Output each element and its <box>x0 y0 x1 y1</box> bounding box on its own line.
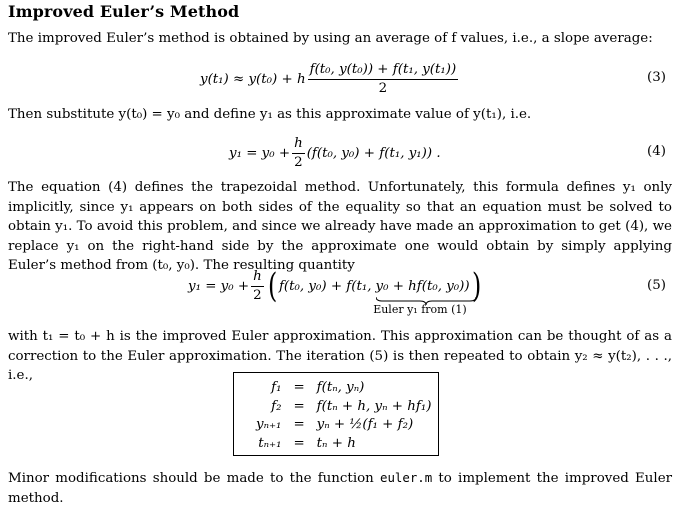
algorithm-rel: = <box>293 398 305 414</box>
trapezoidal-paragraph <box>8 178 672 276</box>
eq5-frac-den: 2 <box>253 288 262 303</box>
eq5-underbraced-term: y₀ + hf(t₀, y₀) <box>375 278 465 294</box>
algorithm-row <box>252 435 435 454</box>
eq5-brace-label: Euler y₁ from (1) <box>373 302 467 316</box>
eq3-number: (3) <box>647 70 666 85</box>
eq4-number: (4) <box>647 144 666 159</box>
algorithm-row <box>252 416 435 435</box>
algorithm-rel: = <box>293 380 305 395</box>
closing-text-post: to implement the improved Euler method. <box>8 471 673 506</box>
algorithm-rhs: f(tₙ + h, yₙ + hf₁) <box>316 398 432 414</box>
eq3-denominator: 2 <box>378 81 388 96</box>
section-title: Improved Euler’s Method <box>8 2 240 21</box>
eq5-right-paren: ) <box>471 266 481 306</box>
algorithm-row <box>252 379 435 398</box>
closing-paragraph <box>8 468 672 508</box>
trapezoidal-text: The equation (4) defines the trapezoidal method. Unfortunately, this formula defines y₁ only implicitly, since y₁ appears on both sides of the equality so that an equation must be solved to obtain y₁. To avoid this problem, and since we already have made an approximation to get (4), we replace y₁ on the right-hand side by the approximate one would obtain by simply applying Euler’s method from (t₀, y₀). The resulting quantity <box>8 180 672 273</box>
algorithm-rel: = <box>293 417 305 432</box>
algorithm-box <box>233 372 439 456</box>
algorithm-rel: = <box>293 435 305 451</box>
eq3-numerator: f(t₀, y(t₀)) + f(t₁, y(t₁)) <box>308 61 459 80</box>
eq5-underbrace-group <box>373 278 467 316</box>
eq3-fraction <box>308 61 459 97</box>
eq5-number: (5) <box>647 278 666 293</box>
improved-euler-paragraph: with t₁ = t₀ + h is the improved Euler approximation. This approximation can be thought of as a correction to the Euler approximation. The iteration (5) is then repeated to obtain y₂ ≈ y(t₂), . . ., i.e., <box>8 329 672 383</box>
eq4-frac-den: 2 <box>294 155 303 170</box>
eq4-lhs: y₁ = y₀ + <box>229 145 291 161</box>
eq4-frac-num: h <box>292 135 305 154</box>
algorithm-rhs: f(tₙ, yₙ) <box>316 380 365 395</box>
algorithm-rhs: tₙ + h <box>316 435 356 451</box>
algorithm-rhs: yₙ + ½(f₁ + f₂) <box>316 417 414 432</box>
algorithm-lhs: yₙ₊₁ <box>256 417 282 432</box>
function-name-code: euler.m <box>380 470 433 485</box>
eq5-lhs: y₁ = y₀ + <box>188 278 250 294</box>
eq5-part-a: f(t₀, y₀) + f(t₁, <box>278 278 372 294</box>
algorithm-lhs: tₙ₊₁ <box>258 435 282 451</box>
eq5-frac-num: h <box>251 268 264 287</box>
intro-paragraph: The improved Euler’s method is obtained by using an average of f values, i.e., a slope average: <box>8 31 653 46</box>
eq5-fraction <box>251 268 264 304</box>
eq4-fraction <box>292 135 305 171</box>
algorithm-table <box>252 379 435 453</box>
eq3-lhs: y(t₁) ≈ y(t₀) + h <box>200 71 306 87</box>
algorithm-lhs: f₁ <box>271 380 282 395</box>
eq4-rhs: (f(t₀, y₀) + f(t₁, y₁)) . <box>306 145 441 161</box>
eq5-left-paren: ( <box>267 266 277 306</box>
substitution-paragraph: Then substitute y(t₀) = y₀ and define y₁ as this approximate value of y(t₁), i.e. <box>8 107 532 122</box>
eq5-part-b: ) <box>464 278 470 294</box>
algorithm-lhs: f₂ <box>271 398 282 414</box>
algorithm-row <box>252 398 435 417</box>
closing-text-pre: Minor modifications should be made to the function <box>8 471 374 486</box>
